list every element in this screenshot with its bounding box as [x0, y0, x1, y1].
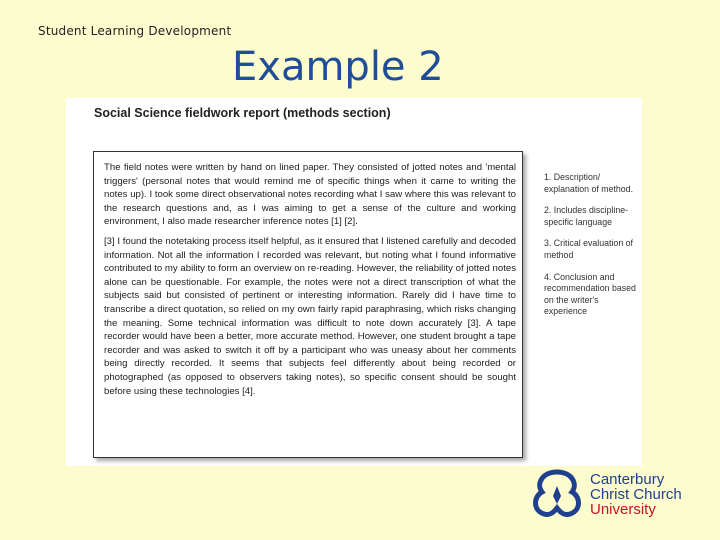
annotation-item: 4. Conclusion and recommendation based on the writer's experience — [544, 271, 636, 317]
logo-text-line: Canterbury — [590, 471, 665, 488]
university-logo — [528, 466, 708, 526]
report-paragraph: The field notes were written by hand on lined paper. They consisted of jotted notes and 'mental triggers' (personal notes that would remind me of specific things when it came to writing the notes up). I took some direct observational notes recording what I saw where this was relevant to the research questions and, as I was aiming to get a sense of the culture and working environment, I also made researcher inference notes [1] [2]. — [104, 162, 516, 228]
header-label: Student Learning Development — [38, 24, 232, 38]
annotation-item: 1. Description/ explanation of method. — [544, 172, 634, 194]
document-title: Social Science fieldwork report (methods section) — [94, 106, 391, 120]
slide-title: Example 2 — [232, 44, 444, 90]
logo-text-line: Christ Church — [590, 486, 682, 503]
logo-text-line: University — [590, 501, 656, 518]
document-image — [66, 98, 642, 466]
report-paragraph: [3] I found the notetaking process itself helpful, as it ensured that I listened carefully and decoded information. Not all the information I recorded was relevant, but noting what I found informative contributed to my ability to form an overview on re-reading. However, the reliability of jotted notes alone can be questionable. For example, the notes were not a direct transcription of what the subjects said but consisted of pertinent or interesting information. Rarely did I have time to transcribe a direct quotation, so relied on my own fairly rapid paraphrasing, which risks changing the meaning. Some technical information was difficult to note down accurately [3]. A tape recorder would have been a better, more accurate method. However, one student brought a tape recorder and was asked to switch it off by a participant who was uneasy about her comments being directly recorded. It seems that subjects feel differently about being recorded or photographed (as opposed to observers taking notes), so specific consent should be sought before using these technologies [4]. — [104, 235, 516, 397]
annotation-item: 2. Includes discipline-specific language — [544, 205, 629, 227]
annotation-item: 3. Critical evaluation of method — [544, 238, 633, 260]
logo-emblem-icon — [528, 466, 586, 524]
annotation-list — [544, 172, 640, 328]
report-text-box — [93, 151, 523, 458]
